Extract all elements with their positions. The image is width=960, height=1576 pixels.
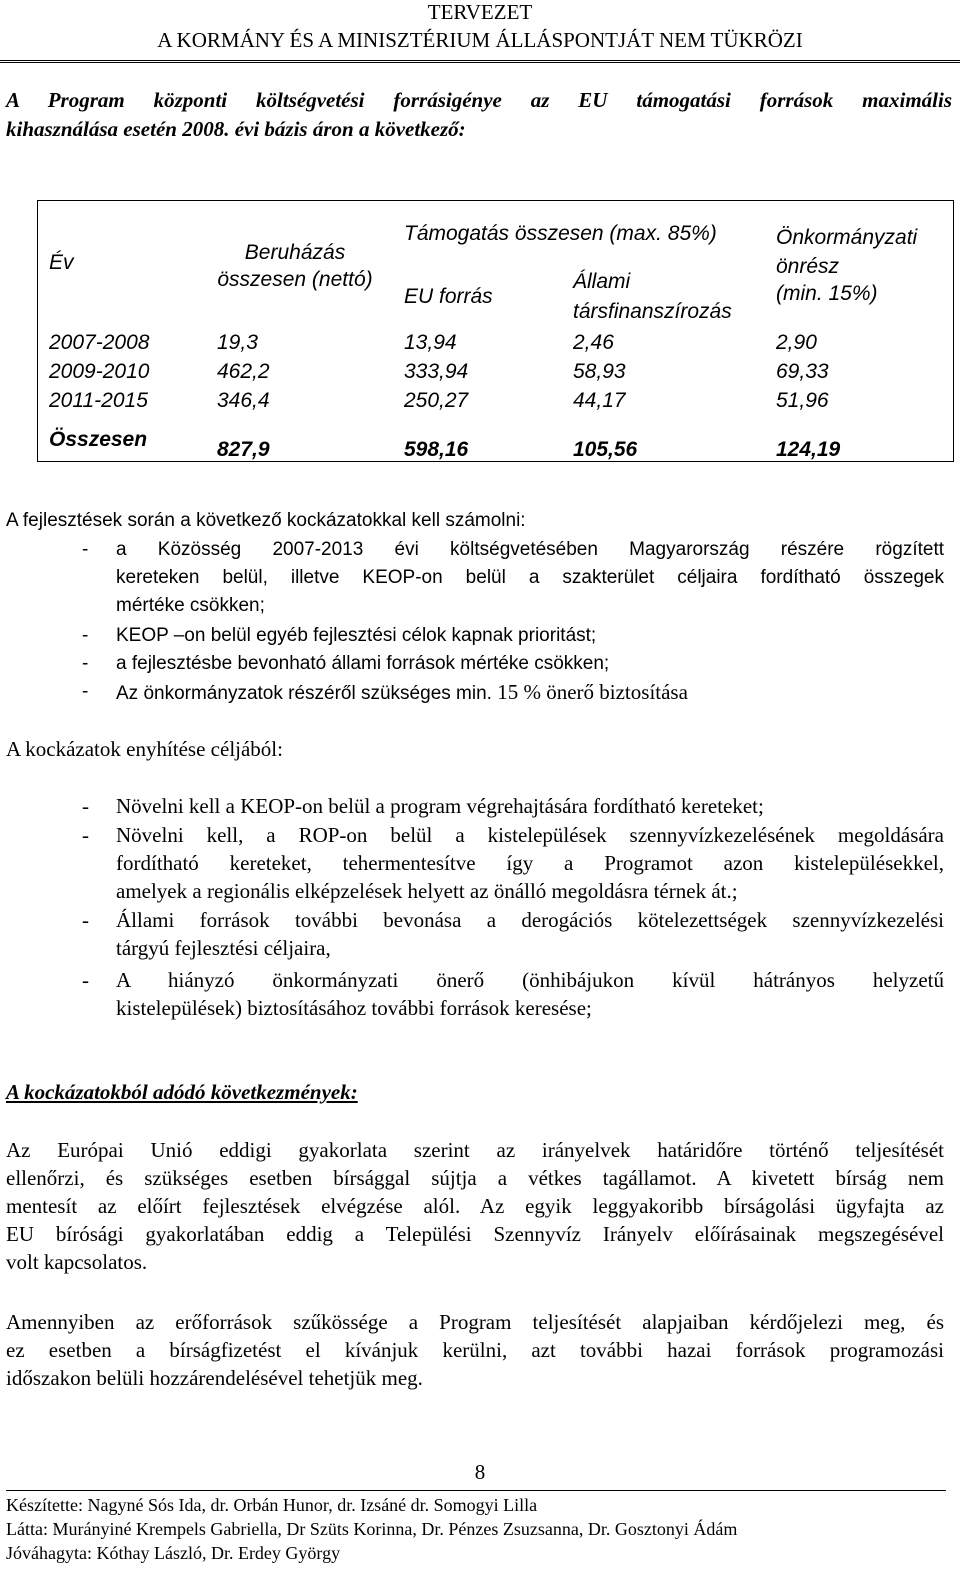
mitigation-item-1-text: Növelni kell a KEOP-on belül a program végrehajtására fordítható kereteket; xyxy=(116,794,764,818)
risk-item-1-line-2: kereteken belül, illetve KEOP-on belül a szakterület céljaira fordítható összegek xyxy=(116,567,944,588)
footer-prepared-by: Készítette: Nagyné Sós Ida, dr. Orbán Hunor, dr. Izsáné dr. Somogyi Lilla xyxy=(6,1495,538,1515)
col-head-state-2: társfinanszírozás xyxy=(573,300,732,323)
consequences-paragraph-2 xyxy=(6,1308,944,1392)
row-investment: 346,4 xyxy=(217,389,270,412)
risk-item-4-text-a: Az önkormányzatok részéről szükséges min. xyxy=(116,683,492,704)
consequences-p2-line-1: Amennyiben az erőforrások szűkössége a Program teljesítését alapjaiban kérdőjelezi meg, és xyxy=(6,1310,944,1334)
consequences-p2-line-2: ez esetben a bírságfizetést el kívánjuk kerülni, azt további hazai források programozási xyxy=(6,1338,944,1362)
mitigation-item-2-line-3: amelyek a regionális elképzelések helyett az önálló megoldásra térnek át.; xyxy=(116,879,738,903)
row-state: 58,93 xyxy=(573,360,626,383)
row-eu: 13,94 xyxy=(404,331,457,354)
col-head-investment-2: összesen (nettó) xyxy=(217,268,373,291)
page-number: 8 xyxy=(474,1460,486,1484)
consequences-p1-line-3: mentesít az előírt fejlesztések elvégzése alól. Az egyik leggyakoribb bírságolási ügyfajta az xyxy=(6,1194,944,1218)
header-divider xyxy=(0,60,960,63)
bullet-dash: - xyxy=(82,681,89,702)
mitigation-item-4-line-1: A hiányzó önkormányzati önerő (önhibájukon kívül hátrányos helyzetű xyxy=(116,968,944,992)
total-state: 105,56 xyxy=(573,438,638,461)
col-head-support-total: Támogatás összesen (max. 85%) xyxy=(404,222,717,245)
consequences-p1-line-5: volt kapcsolatos. xyxy=(6,1250,148,1274)
footer-approved-by: Jóváhagyta: Kóthay László, Dr. Erdey György xyxy=(6,1543,341,1563)
intro-line-2: kihasználása esetén 2008. évi bázis áron a következő: xyxy=(6,117,466,141)
draft-label: TERVEZET xyxy=(427,0,533,24)
consequences-p1-line-4: EU bírósági gyakorlatában eddig a Települési Szennyvíz Irányelv előírásainak megszegésével xyxy=(6,1222,944,1246)
row-investment: 19,3 xyxy=(217,331,258,354)
col-head-investment-1: Beruházás xyxy=(244,241,346,264)
col-head-year: Év xyxy=(49,251,74,274)
consequences-p1-line-2: ellenőrzi, és szükséges esetben bírsággal sújtja a vétkes tagállamot. A kivetett bírság nem xyxy=(6,1166,944,1190)
col-head-municipal-2: önrész xyxy=(776,255,840,278)
mitigation-item-2-line-2: fordítható kereteket, tehermentesítve így a Programot azon kistelepülésekkel, xyxy=(116,851,944,875)
risk-item-3-text: a fejlesztésbe bevonható állami források mértéke csökken; xyxy=(116,653,610,674)
bullet-dash: - xyxy=(82,823,89,847)
col-head-eu-source: EU forrás xyxy=(404,285,493,308)
consequences-p2-line-3: időszakon belüli hozzárendelésével tehetjük meg. xyxy=(6,1366,423,1390)
mitigation-lead: A kockázatok enyhítése céljából: xyxy=(6,737,283,761)
row-year: 2009-2010 xyxy=(49,360,150,383)
row-investment: 462,2 xyxy=(217,360,270,383)
risk-item-1-line-3: mértéke csökken; xyxy=(116,595,265,616)
col-head-municipal-3: (min. 15%) xyxy=(776,282,878,305)
bullet-dash: - xyxy=(82,625,89,646)
row-eu: 333,94 xyxy=(404,360,469,383)
mitigation-item-3-line-2: tárgyú fejlesztési céljaira, xyxy=(116,936,331,960)
bullet-dash: - xyxy=(82,794,89,818)
intro-line-1: A Program központi költségvetési forrásigénye az EU támogatási források maximális xyxy=(6,88,952,112)
row-municipal: 51,96 xyxy=(776,389,829,412)
risk-item-1-line-1: a Közösség 2007-2013 évi költségvetésében Magyarország részére rögzített xyxy=(116,539,944,560)
footer-divider xyxy=(6,1490,946,1491)
risk-item-2-text: KEOP –on belül egyéb fejlesztési célok kapnak prioritást; xyxy=(116,625,597,646)
mitigation-item-2-line-1: Növelni kell, a ROP-on belül a kistelepülések szennyvízkezelésének megoldására xyxy=(116,823,944,847)
row-state: 44,17 xyxy=(573,389,626,412)
bullet-dash: - xyxy=(82,968,89,992)
risks-lead: A fejlesztések során a következő kockázatokkal kell számolni: xyxy=(6,510,526,531)
total-label: Összesen xyxy=(49,428,148,451)
disclaimer: A KORMÁNY ÉS A MINISZTÉRIUM ÁLLÁSPONTJÁT NEM TÜKRÖZI xyxy=(157,28,803,52)
row-state: 2,46 xyxy=(573,331,614,354)
row-year: 2007-2008 xyxy=(49,331,150,354)
mitigation-item-4-line-2: kistelepülések) biztosításához további források keresése; xyxy=(116,996,592,1020)
bullet-dash: - xyxy=(82,653,89,674)
bullet-dash: - xyxy=(82,539,89,560)
risk-item-4-text-b: 15 % önerő biztosítása xyxy=(497,680,688,704)
row-year: 2011-2015 xyxy=(49,389,148,412)
bullet-dash: - xyxy=(82,908,89,932)
consequences-paragraph-1 xyxy=(6,1136,944,1276)
total-eu: 598,16 xyxy=(404,438,469,461)
mitigation-item-3-line-1: Állami források további bevonása a derogációs kötelezettségek szennyvízkezelési xyxy=(116,908,944,932)
col-head-municipal-1: Önkormányzati xyxy=(776,226,918,249)
row-eu: 250,27 xyxy=(404,389,469,412)
col-head-state-1: Állami xyxy=(573,270,631,293)
row-municipal: 2,90 xyxy=(776,331,817,354)
footer-reviewed-by: Látta: Murányiné Krempels Gabriella, Dr Szüts Korinna, Dr. Pénzes Zsuzsanna, Dr. Gosztonyi Ádám xyxy=(6,1519,738,1539)
consequences-p1-line-1: Az Európai Unió eddigi gyakorlata szerint az irányelvek határidőre történő teljesítését xyxy=(6,1138,944,1162)
intro-paragraph xyxy=(6,86,952,173)
total-municipal: 124,19 xyxy=(776,438,841,461)
total-investment: 827,9 xyxy=(217,438,270,461)
consequences-heading: A kockázatokból adódó következmények: xyxy=(6,1080,358,1104)
row-municipal: 69,33 xyxy=(776,360,829,383)
